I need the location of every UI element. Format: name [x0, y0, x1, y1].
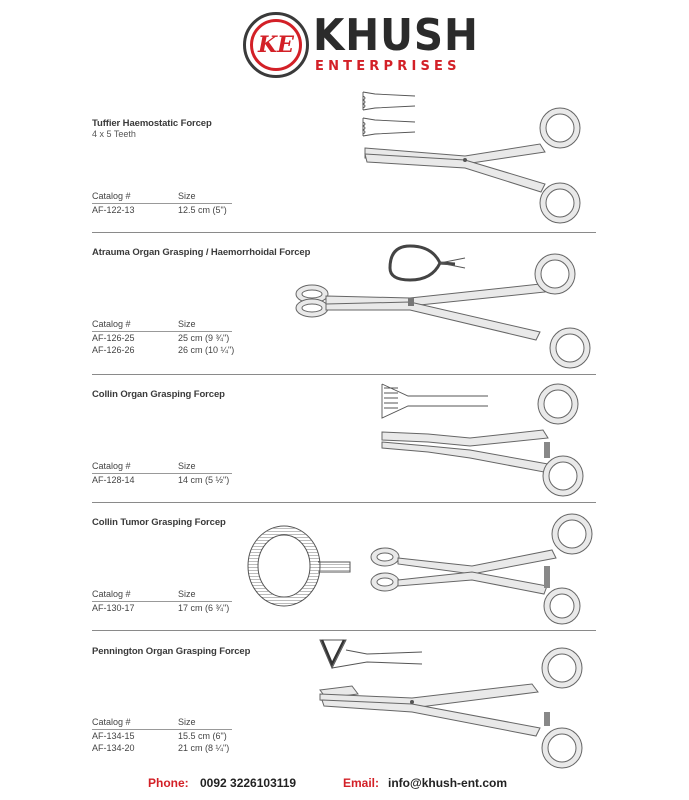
size-value: 26 cm (10 ¼"): [178, 345, 235, 355]
table-row: [92, 332, 232, 344]
catalog-header: Catalog #: [92, 461, 131, 471]
catalog-header: Catalog #: [92, 319, 131, 329]
pennington-forcep-drawing: [312, 636, 602, 770]
catalog-number: AF-134-15: [92, 731, 135, 741]
catalog-table: [92, 461, 232, 486]
section-divider: [92, 502, 596, 503]
section-divider: [92, 374, 596, 375]
catalog-table: [92, 589, 232, 614]
phone-label: Phone:: [148, 776, 189, 790]
size-header: Size: [178, 717, 196, 727]
catalog-table: [92, 717, 232, 754]
table-row: [92, 730, 232, 742]
catalog-table: [92, 319, 235, 356]
section-divider: [92, 232, 596, 233]
tuffier-forcep-drawing: [355, 88, 595, 218]
section-divider: [92, 630, 596, 631]
atrauma-forcep-drawing: [290, 238, 600, 370]
table-row: [92, 602, 232, 614]
catalog-header: Catalog #: [92, 717, 131, 727]
size-header: Size: [178, 191, 196, 201]
catalog-number: AF-126-25: [92, 333, 135, 343]
table-row: [92, 344, 235, 356]
product-title: Atrauma Organ Grasping / Haemorrhoidal Forcep: [92, 247, 311, 258]
product-title: Collin Organ Grasping Forcep: [92, 389, 225, 400]
size-value: 12.5 cm (5"): [178, 205, 227, 215]
catalog-table: [92, 191, 232, 216]
product-title: Collin Tumor Grasping Forcep: [92, 517, 226, 528]
table-row: [92, 474, 232, 486]
footer-contact: [0, 776, 689, 792]
size-value: 21 cm (8 ¼"): [178, 743, 230, 753]
size-header: Size: [178, 319, 196, 329]
table-row: [92, 742, 232, 754]
collin-organ-forcep-drawing: [378, 380, 598, 500]
catalog-number: AF-126-26: [92, 345, 135, 355]
size-value: 14 cm (5 ½"): [178, 475, 230, 485]
brand-logo: [243, 12, 309, 78]
product-subtitle: 4 x 5 Teeth: [92, 129, 136, 139]
table-row: [92, 204, 232, 216]
size-header: Size: [178, 461, 196, 471]
catalog-header: Catalog #: [92, 191, 131, 201]
size-value: 15.5 cm (6"): [178, 731, 227, 741]
collin-tumor-forcep-drawing: [242, 510, 602, 630]
catalog-header: Catalog #: [92, 589, 131, 599]
brand-name: KHUSH: [313, 10, 479, 61]
size-value: 17 cm (6 ¾"): [178, 603, 230, 613]
phone-number[interactable]: 0092 3226103119: [200, 776, 297, 790]
email-label: Email:: [343, 776, 380, 790]
brand-tagline: ENTERPRISES: [315, 59, 461, 74]
catalog-number: AF-122-13: [92, 205, 135, 215]
catalog-number: AF-128-14: [92, 475, 135, 485]
product-title: Tuffier Haemostatic Forcep: [92, 118, 212, 129]
email-address[interactable]: info@khush-ent.com: [388, 776, 508, 790]
size-value: 25 cm (9 ¾"): [178, 333, 230, 343]
header: [0, 0, 689, 90]
brand-logo-initials: KE: [250, 19, 302, 71]
catalog-number: AF-134-20: [92, 743, 135, 753]
size-header: Size: [178, 589, 196, 599]
catalog-number: AF-130-17: [92, 603, 135, 613]
product-title: Pennington Organ Grasping Forcep: [92, 646, 251, 657]
